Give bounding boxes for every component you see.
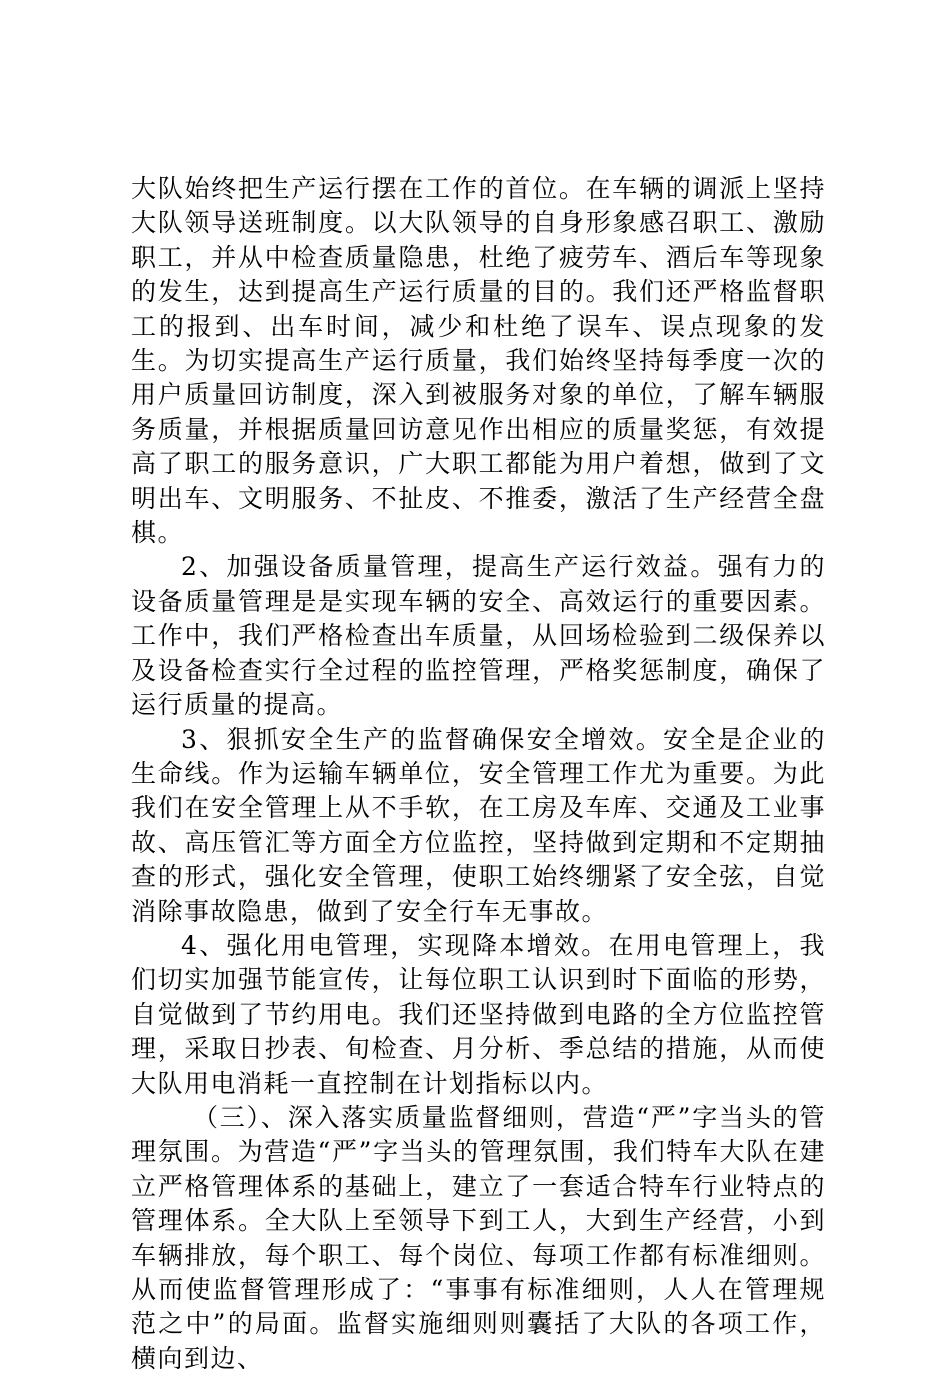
paragraph-quality-supervision: （三）、深入落实质量监督细则，营造“严”字当头的管理氛围。为营造“严”字当头的管理氛围，我们特车大队在建立严格管理体系的基础上，建立了一套适合特车行业特点的管理体系。全大队上至领导下到工人，大到生产经营，小到车辆排放，每个职工、每个岗位、每项工作都有标准细则。从而使监督管理形成了：“事事有标准细则，人人在管理规范之中”的局面。监督实施细则则囊括了大队的各项工作，横向到边、 bbox=[131, 1102, 826, 1373]
paragraph-safety-production: 3、狠抓安全生产的监督确保安全增效。安全是企业的生命线。作为运输车辆单位，安全管理工作尤为重要。为此我们在安全管理上从不手软，在工房及车库、交通及工业事故、高压管汇等方面全方位监控，坚持做到定期和不定期抽查的形式，强化安全管理，使职工始终绷紧了安全弦，自觉消除事故隐患，做到了安全行车无事故。 bbox=[131, 724, 826, 926]
paragraph-electricity-management: 4、强化用电管理，实现降本增效。在用电管理上，我们切实加强节能宣传，让每位职工认识到时下面临的形势，自觉做到了节约用电。我们还坚持做到电路的全方位监控管理，采取日抄表、旬检查、月分析、季总结的措施，从而使大队用电消耗一直控制在计划指标以内。 bbox=[131, 930, 826, 1098]
paragraph-equipment-quality: 2、加强设备质量管理，提高生产运行效益。强有力的设备质量管理是是实现车辆的安全、高效运行的重要因素。工作中，我们严格检查出车质量，从回场检验到二级保养以及设备检查实行全过程的监控管理，严格奖惩制度，确保了运行质量的提高。 bbox=[131, 552, 826, 720]
document-body bbox=[131, 172, 826, 1376]
paragraph-production-operation: 大队始终把生产运行摆在工作的首位。在车辆的调派上坚持大队领导送班制度。以大队领导的自身形象感召职工、激励职工，并从中检查质量隐患，杜绝了疲劳车、酒后车等现象的发生，达到提高生产运行质量的目的。我们还严格监督职工的报到、出车时间，减少和杜绝了误车、误点现象的发生。为切实提高生产运行质量，我们始终坚持每季度一次的用户质量回访制度，深入到被服务对象的单位，了解车辆服务质量，并根据质量回访意见作出相应的质量奖惩，有效提高了职工的服务意识，广大职工都能为用户着想，做到了文明出车、文明服务、不扯皮、不推委，激活了生产经营全盘棋。 bbox=[131, 174, 826, 548]
